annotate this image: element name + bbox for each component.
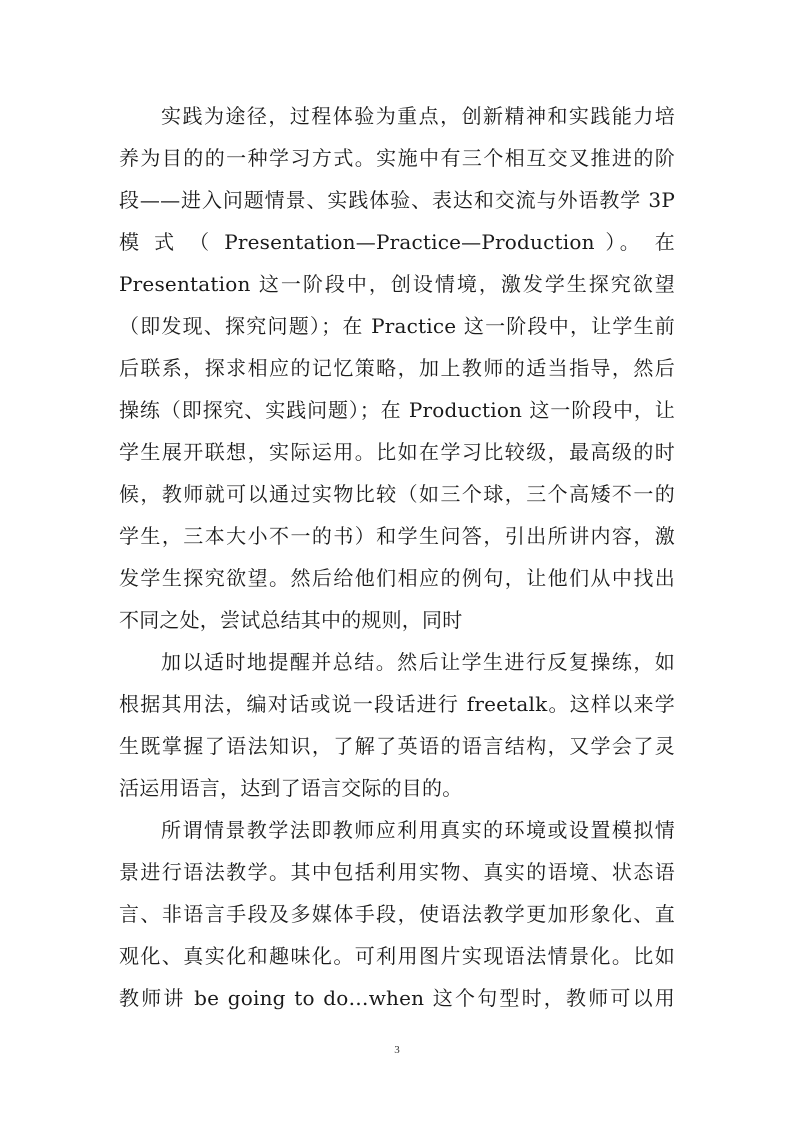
text-line: 段——进入问题情景、实践体验、表达和交流与外语教学 3P xyxy=(119,188,675,212)
text-line: 候，教师就可以通过实物比较（如三个球，三个高矮不一的 xyxy=(119,482,675,506)
text-line: 所谓情景教学法即教师应利用真实的环境或设置模拟情 xyxy=(161,818,675,842)
text-line: 根据其用法，编对话或说一段话进行 freetalk。这样以来学 xyxy=(119,692,675,716)
text-line: 学生展开联想，实际运用。比如在学习比较级，最高级的时 xyxy=(119,440,675,464)
page-number: 3 xyxy=(394,1044,400,1056)
text-line: 养为目的的一种学习方式。实施中有三个相互交叉推进的阶 xyxy=(119,146,675,170)
text-line: 后联系，探求相应的记忆策略，加上教师的适当指导，然后 xyxy=(119,356,675,380)
text-line: 不同之处，尝试总结其中的规则，同时 xyxy=(119,608,463,632)
text-line: 操练（即探究、实践问题）；在 Production 这一阶段中，让 xyxy=(119,398,675,422)
text-line: 加以适时地提醒并总结。然后让学生进行反复操练，如 xyxy=(161,650,675,674)
text-line: 言、非语言手段及多媒体手段，使语法教学更加形象化、直 xyxy=(119,902,675,926)
text-line: 活运用语言，达到了语言交际的目的。 xyxy=(119,776,463,800)
text-line: （即发现、探究问题）；在 Practice 这一阶段中，让学生前 xyxy=(119,314,675,338)
text-line: 观化、真实化和趣味化。可利用图片实现语法情景化。比如 xyxy=(119,944,675,968)
text-line: Presentation 这一阶段中，创设情境，激发学生探究欲望 xyxy=(119,272,675,296)
text-line: 实践为途径，过程体验为重点，创新精神和实践能力培 xyxy=(161,104,675,128)
text-line: 教师讲 be going to do…when 这个句型时，教师可以用 xyxy=(119,986,675,1010)
text-line: 模 式 （ Presentation—Practice—Production ）。 在 xyxy=(119,230,675,254)
text-line: 生既掌握了语法知识，了解了英语的语言结构，又学会了灵 xyxy=(119,734,675,758)
text-line: 发学生探究欲望。然后给他们相应的例句，让他们从中找出 xyxy=(119,566,675,590)
text-line: 景进行语法教学。其中包括利用实物、真实的语境、状态语 xyxy=(119,860,675,884)
text-line: 学生，三本大小不一的书）和学生问答，引出所讲内容，激 xyxy=(119,524,675,548)
